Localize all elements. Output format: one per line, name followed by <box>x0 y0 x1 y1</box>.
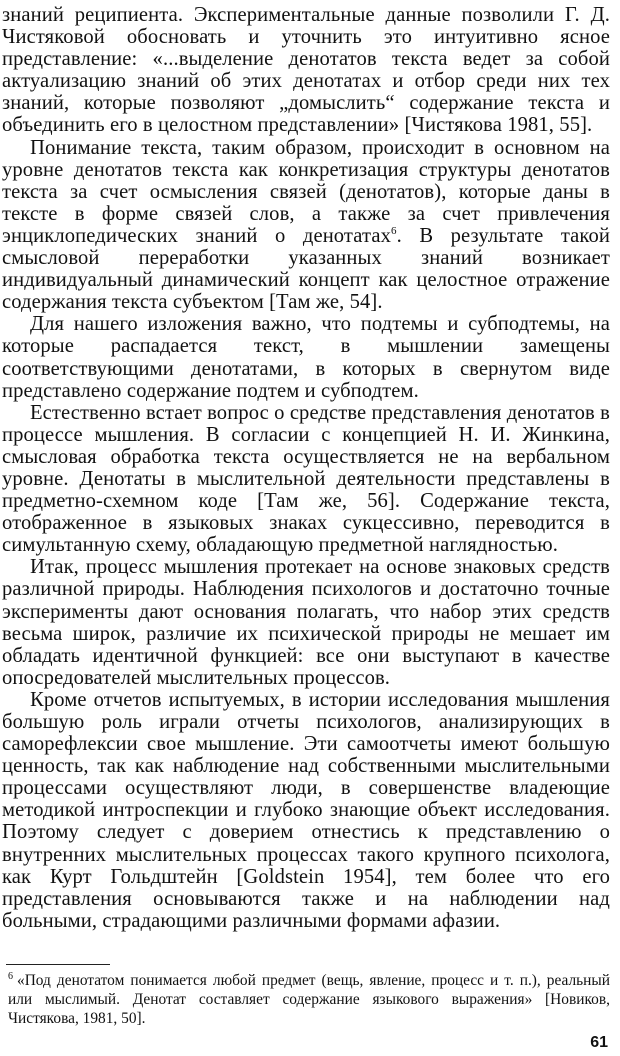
footnote-reference: 6 <box>390 225 397 238</box>
paragraph-subtopics: Для нашего изложения важно, что подтемы и субподтемы, на которые распадается текст, в мышлении замещены соответствующими денотатами, в которых в свернутом виде представлено содержание подтем и субподтем. <box>2 313 610 402</box>
footnote-text: «Под денотатом понимается любой предмет (вещь, явление, процесс и т. п.), реальный или мыслимый. Денотат составляет содержание языкового выражения» [Новиков, Чистякова, 1981, 50]. <box>8 972 610 1027</box>
footnote <box>8 968 610 1029</box>
main-text <box>2 4 610 932</box>
paragraph-sign-means: Итак, процесс мышления протекает на основе знаковых средств различной природы. Наблюдения психологов и достаточно точные эксперименты дают основания полагать, что набор этих средств весьма широк, различие их психической природы не мешает им обладать идентичной функцией: все они выступают в качестве опосредователей мыслительных процессов. <box>2 556 610 689</box>
footnote-mark: 6 <box>8 971 13 982</box>
footnote-divider <box>6 964 110 965</box>
paragraph-self-reports: Кроме отчетов испытуемых, в истории исследования мышления большую роль играли отчеты психологов, анализирующих в саморефлексии свое мышление. Эти самоотчеты имеют большую ценность, так как наблюдение над собственными мыслительными процессами осуществляют люди, в совершенстве владеющие методикой интроспекции и глубоко знающие объект исследования. Поэтому следует с доверием отнестись к представлению о внутренних мыслительных процессах такого крупного психолога, как Курт Гольдштейн [Goldstein 1954], тем более что его представления основываются также и на наблюдении над больными, страдающими различными формами афазии. <box>2 688 610 932</box>
paragraph-text: Понимание текста, таким образом, происходит в основном на уровне денотатов текста как конкретизация структуры денотатов текста за счет осмысления связей (денотатов), которые даны в тексте в форме связей слов, а также за счет привлечения энциклопедических знаний о денотатах <box>2 136 610 247</box>
paragraph-text: . В результате такой смысловой переработки указанных знаний возникает индивидуальный динамический концепт как целостное отражение содержания текста субъектом [Там же, 54]. <box>2 224 610 314</box>
page-number: 61 <box>590 1034 608 1051</box>
paragraph-understanding <box>2 137 610 314</box>
paragraph-continuation: знаний реципиента. Экспериментальные данные позволили Г. Д. Чистяковой обосновать и уточнить это интуитивно ясное представление: «...выделение денотатов текста ведет за собой актуализацию знаний об этих денотатах и отбор среди них тех знаний, которые позволяют „домыслить“ содержание текста и объединить его в целостном представлении» [Чистякова 1981, 55]. <box>2 4 610 137</box>
paragraph-denotata-code: Естественно встает вопрос о средстве представления денотатов в процессе мышления. В согласии с концепцией Н. И. Жинкина, смысловая обработка текста осуществляется не на вербальном уровне. Денотаты в мыслительной деятельности представлены в предметно-схемном коде [Там же, 56]. Содержание текста, отображенное в языковых знаках сукцессивно, переводится в симультанную схему, обладающую предметной наглядностью. <box>2 401 610 557</box>
